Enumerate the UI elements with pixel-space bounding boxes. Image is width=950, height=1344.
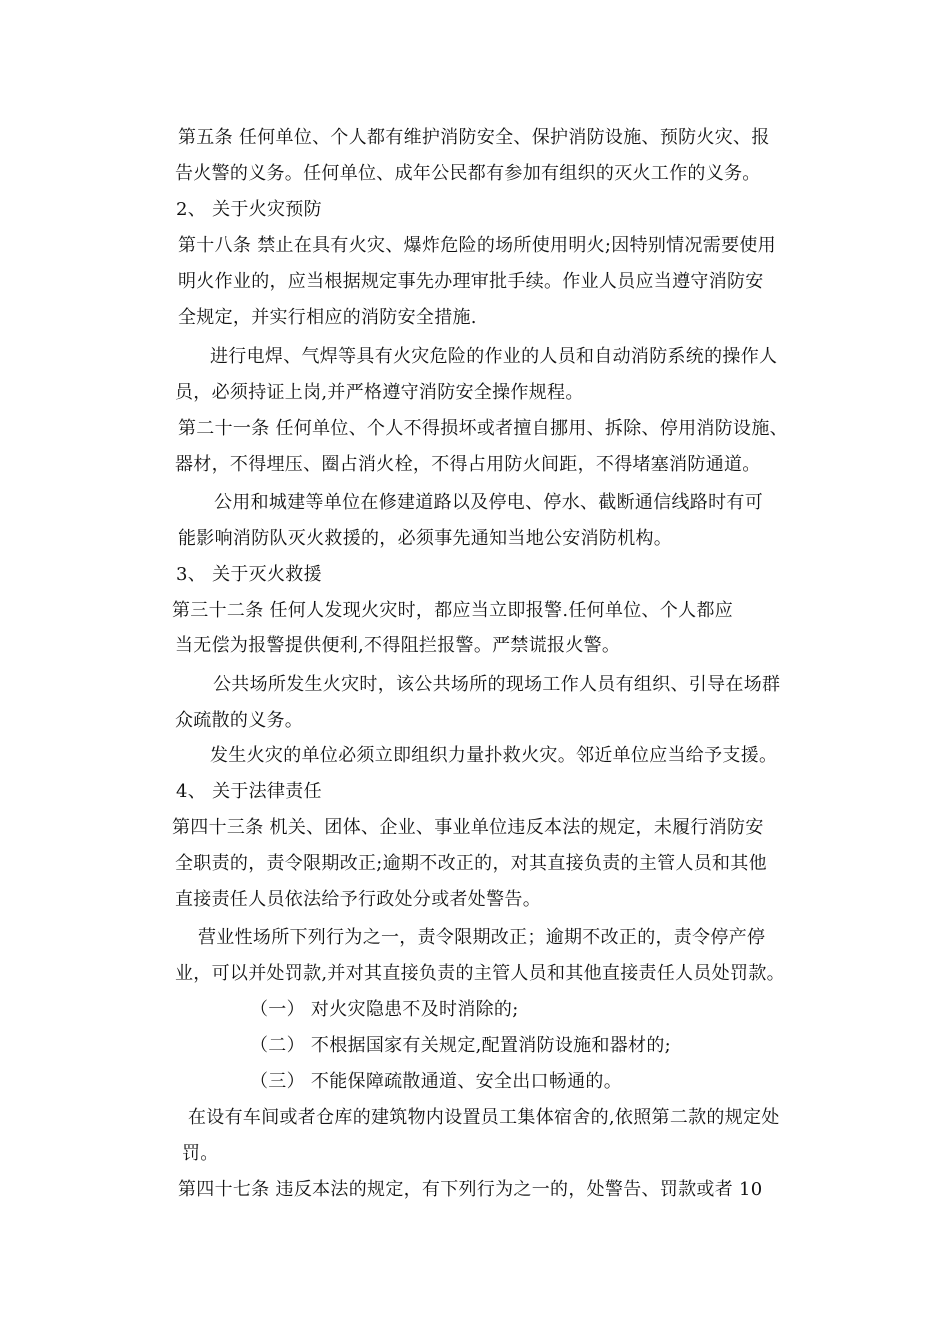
article-32-line-1: 第三十二条 任何人发现火灾时，都应当立即报警.任何单位、个人都应 bbox=[172, 600, 734, 621]
public-place-paragraph-line-1: 公共场所发生火灾时，该公共场所的现场工作人员有组织、引导在场群 bbox=[213, 674, 781, 695]
article-47-line-1: 第四十七条 违反本法的规定，有下列行为之一的，处警告、罚款或者 10 bbox=[178, 1179, 763, 1200]
list-item-2: （二） 不根据国家有关规定,配置消防设施和器材的; bbox=[250, 1035, 672, 1056]
dormitory-paragraph-line-1: 在设有车间或者仓库的建筑物内设置员工集体宿舍的,依照第二款的规定处 bbox=[188, 1107, 780, 1128]
business-premises-paragraph-line-1: 营业性场所下列行为之一，责令限期改正；逾期不改正的，责令停产停 bbox=[198, 927, 766, 948]
article-5-line-1: 第五条 任何单位、个人都有维护消防安全、保护消防设施、预防火灾、报 bbox=[178, 127, 770, 148]
article-18-line-1: 第十八条 禁止在具有火灾、爆炸危险的场所使用明火;因特别情况需要使用 bbox=[178, 235, 776, 256]
public-utility-paragraph-line-1: 公用和城建等单位在修建道路以及停电、停水、截断通信线路时有可 bbox=[214, 492, 763, 513]
article-21-line-1: 第二十一条 任何单位、个人不得损坏或者擅自挪用、拆除、停用消防设施、 bbox=[178, 418, 788, 439]
article-43-line-1: 第四十三条 机关、团体、企业、事业单位违反本法的规定，未履行消防安 bbox=[172, 817, 764, 838]
article-43-line-2: 全职责的，责令限期改正;逾期不改正的，对其直接负责的主管人员和其他 bbox=[175, 853, 767, 874]
article-43-line-3: 直接责任人员依法给予行政处分或者处警告。 bbox=[175, 889, 541, 910]
dormitory-paragraph-line-2: 罚。 bbox=[182, 1143, 219, 1164]
section-heading-fire-prevention: 2、 关于火灾预防 bbox=[176, 199, 322, 220]
article-5-line-2: 告火警的义务。任何单位、成年公民都有参加有组织的灭火工作的义务。 bbox=[175, 163, 761, 184]
article-32-line-2: 当无偿为报警提供便利,不得阻拦报警。严禁谎报火警。 bbox=[175, 635, 621, 656]
section-heading-legal-liability: 4、 关于法律责任 bbox=[176, 781, 322, 802]
public-place-paragraph-line-2: 众疏散的义务。 bbox=[175, 710, 304, 731]
public-utility-paragraph-line-2: 能影响消防队灭火救援的，必须事先通知当地公安消防机构。 bbox=[178, 528, 673, 549]
article-21-line-2: 器材，不得埋压、圈占消火栓，不得占用防火间距，不得堵塞消防通道。 bbox=[175, 454, 761, 475]
fire-unit-paragraph: 发生火灾的单位必须立即组织力量扑救火灾。邻近单位应当给予支援。 bbox=[210, 745, 778, 766]
article-18-line-3: 全规定，并实行相应的消防安全措施. bbox=[178, 307, 477, 328]
list-item-3: （三） 不能保障疏散通道、安全出口畅通的。 bbox=[250, 1071, 623, 1092]
list-item-1: （一） 对火灾隐患不及时消除的; bbox=[250, 999, 519, 1020]
welding-paragraph-line-1: 进行电焊、气焊等具有火灾危险的作业的人员和自动消防系统的操作人 bbox=[210, 346, 778, 367]
welding-paragraph-line-2: 员，必须持证上岗,并严格遵守消防安全操作规程。 bbox=[175, 382, 584, 403]
business-premises-paragraph-line-2: 业，可以并处罚款,并对其直接负责的主管人员和其他直接责任人员处罚款。 bbox=[175, 963, 785, 984]
article-18-line-2: 明火作业的，应当根据规定事先办理审批手续。作业人员应当遵守消防安 bbox=[178, 271, 764, 292]
section-heading-fire-rescue: 3、 关于灭火救援 bbox=[176, 564, 322, 585]
